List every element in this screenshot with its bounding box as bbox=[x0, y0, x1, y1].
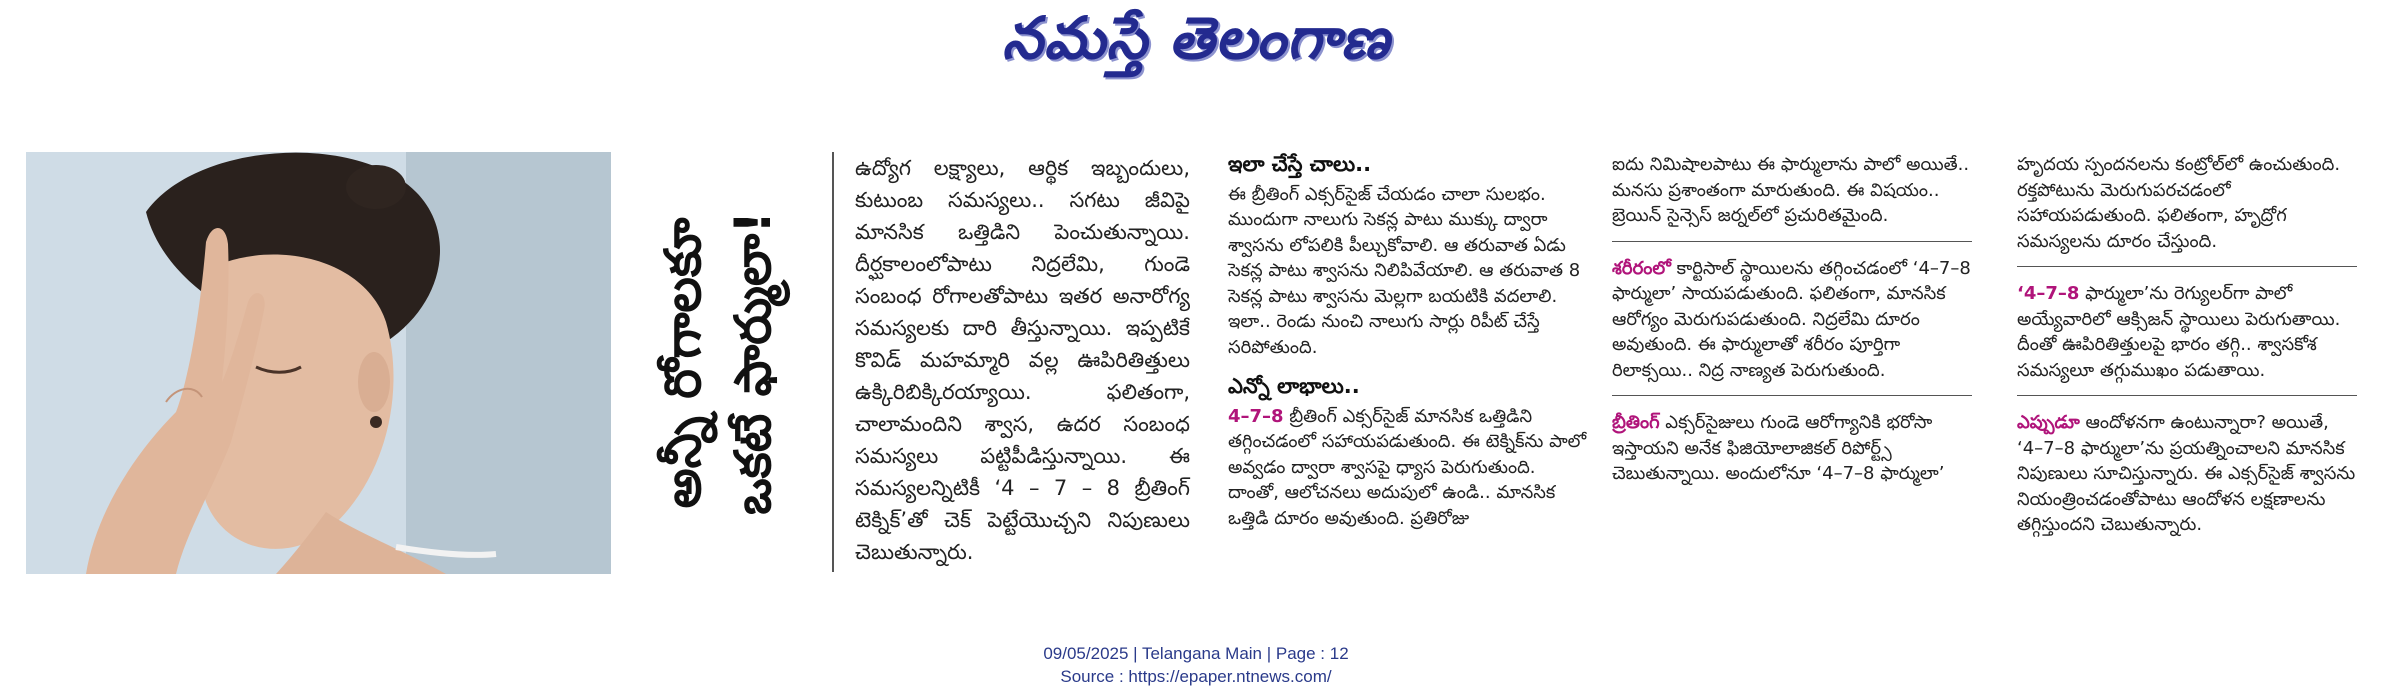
edition-info: 09/05/2025 | Telangana Main | Page : 12 bbox=[1043, 644, 1349, 663]
paragraph-journal: ఐదు నిమిషాలపాటు ఈ ఫార్ములాను పాలో అయితే.. మనసు ప్రశాంతంగా మారుతుంది. ఈ విషయం.. బ్రెయిన్ సైన్సెస్ జర్నల్‌లో ప్రచురితమైంది. bbox=[1612, 154, 1970, 226]
paragraph-oxygen-text: ఫార్ములా’ను రెగ్యులర్‌గా పాలో అయ్యేవారిలో ఆక్సిజన్ స్థాయిలు పెరుగుతాయి. దీంతో ఊపిరితిత్తులపై భారం తగ్గి.. శ్వాసకోశ సమస్యలూ తగ్గుముఖం పడుతాయి. bbox=[2017, 283, 2341, 381]
lead-word: 4–7–8 bbox=[1228, 405, 1284, 427]
section-divider bbox=[2017, 266, 2357, 267]
paragraph-heart-text: ఎక్సర్‌సైజులు గుండె ఆరోగ్యానికి భరోసా ఇస్తాయని అనేక ఫిజియోలాజికల్ రిపోర్ట్స్ చెబుతున్నాయి. అందులోనూ ‘4–7–8 ఫార్ములా’ bbox=[1612, 412, 1945, 484]
paragraph-heartbeat: హృదయ స్పందనలను కంట్రోల్‌లో ఉంచుతుంది. రక్తపోటును మెరుగుపరచడంలో సహాయపడుతుంది. ఫలితంగా, హృద్రోగ సమస్యలను దూరం చేస్తుంది. bbox=[2017, 154, 2341, 252]
lead-word: ‘4–7–8 bbox=[2017, 283, 2080, 304]
paragraph-benefits-text: బ్రీతింగ్ ఎక్సర్‌సైజ్ మానసిక ఒత్తిడిని తగ్గించడంలో సహాయపడుతుంది. ఈ టెక్నిక్‌ను పాలో అవ్వడం ద్వారా శ్వాసపై ధ్యాస పెరుగుతుంది. దాంతో, ఆలోచనలు అదుపులో ఉండి.. మానసిక ఒత్తిడి దూరం అవుతుంది. ప్రతిరోజు bbox=[1228, 405, 1587, 529]
paragraph-anxiety bbox=[2017, 410, 2357, 538]
woman-breathing-illustration bbox=[26, 152, 611, 574]
paragraph-cortisol-text: కార్టిసాల్ స్థాయిలను తగ్గించడంలో ‘4–7–8 ఫార్ములా’ సాయపడుతుంది. ఫలితంగా, మానసిక ఆరోగ్యం మెరుగుపడుతుంది. నిద్రలేమి దూరం అవుతుంది. ఈ ఫార్ములాతో శరీరం పూర్తిగా రిలాక్సయి.. నిద్ర నాణ్యత పెరుగుతుంది. bbox=[1612, 257, 1971, 381]
section-divider bbox=[1612, 395, 1972, 396]
page-footer bbox=[0, 642, 2392, 688]
intro-paragraph bbox=[855, 152, 1190, 568]
column-divider bbox=[832, 152, 834, 572]
intro-text: ఉద్యోగ లక్ష్యాలు, ఆర్థిక ఇబ్బందులు, కుటుంబ సమస్యలు.. సగటు జీవిపై మానసిక ఒత్తిడిని పెంచుతున్నాయి. దీర్ఘకాలంలోపాటు నిద్రలేమి, గుండె సంబంధ రోగాలతోపాటు ఇతర అనారోగ్య సమస్యలకు దారి తీస్తున్నాయి. ఇప్పటికే కొవిడ్ మహమ్మారి వల్ల ఊపిరితిత్తులు ఉక్కిరిబిక్కిరయ్యాయి. ఫలితంగా, చాలామందిని శ్వాస, ఉదర సంబంధ సమస్యలు పట్టిపీడిస్తున్నాయి. ఈ సమస్యలన్నిటికీ ‘4 – 7 – 8 బ్రీతింగ్ టెక్నిక్’తో చెక్ పెట్టేయొచ్చని నిపుణులు చెబుతున్నారు. bbox=[855, 156, 1190, 564]
article-column-4 bbox=[2017, 152, 2357, 538]
masthead-title: నమస్తే తెలంగాణ bbox=[1002, 4, 1390, 72]
headline bbox=[618, 148, 818, 578]
lead-word: శరీరంలో bbox=[1612, 257, 1671, 279]
lead-word: బ్రీతింగ్ bbox=[1612, 412, 1660, 433]
paragraph-anxiety-text: ఆందోళనగా ఉంటున్నారా? అయితే, ‘4–7–8 ఫార్ములా’ను ప్రయత్నించాలని మానసిక నిపుణులు సూచిస్తున్నారు. ఈ ఎక్సర్‌సైజ్ శ్వాసను నియంత్రించడంతోపాటు ఆందోళన లక్షణాలను తగ్గిస్తుందని చెబుతున్నారు. bbox=[2017, 412, 2356, 535]
subhead-how-to: ఇలా చేస్తే చాలు.. bbox=[1228, 152, 1372, 176]
lead-word: ఎప్పుడూ bbox=[2017, 412, 2080, 433]
source-link[interactable]: Source : https://epaper.ntnews.com/ bbox=[1060, 667, 1332, 686]
section-divider bbox=[2017, 395, 2357, 396]
subhead-benefits: ఎన్నో లాభాలు.. bbox=[1228, 374, 1360, 398]
headline-line-2: ఒకటే ఫార్ములా! bbox=[724, 210, 782, 516]
paragraph-benefits bbox=[1228, 404, 1588, 532]
paragraph-cortisol bbox=[1612, 256, 1972, 384]
paragraph-oxygen bbox=[2017, 281, 2357, 383]
paragraph-how-to: ఈ బ్రీతింగ్ ఎక్సర్‌సైజ్ చేయడం చాలా సులభం. ముందుగా నాలుగు సెకన్ల పాటు ముక్కు ద్వారా శ్వాసను లోపలికి పీల్చుకోవాలి. ఆ తరువాత ఏడు సెకన్ల పాటు శ్వాసను నిలిపివేయాలి. ఆ తరువాత 8 సెకన్ల పాటు శ్వాసను మెల్లగా బయటికి వదలాలి. ఇలా.. రెండు నుంచి నాలుగు సార్లు రిపీట్ చేస్తే సరిపోతుంది. bbox=[1228, 183, 1581, 358]
headline-line-1: అన్నీ రోగాలకూ bbox=[654, 217, 712, 509]
paragraph-heart bbox=[1612, 410, 1972, 487]
article-photo bbox=[26, 152, 611, 574]
article-column-3 bbox=[1612, 152, 1972, 487]
article-column-2 bbox=[1228, 152, 1588, 531]
section-divider bbox=[1612, 241, 1972, 242]
